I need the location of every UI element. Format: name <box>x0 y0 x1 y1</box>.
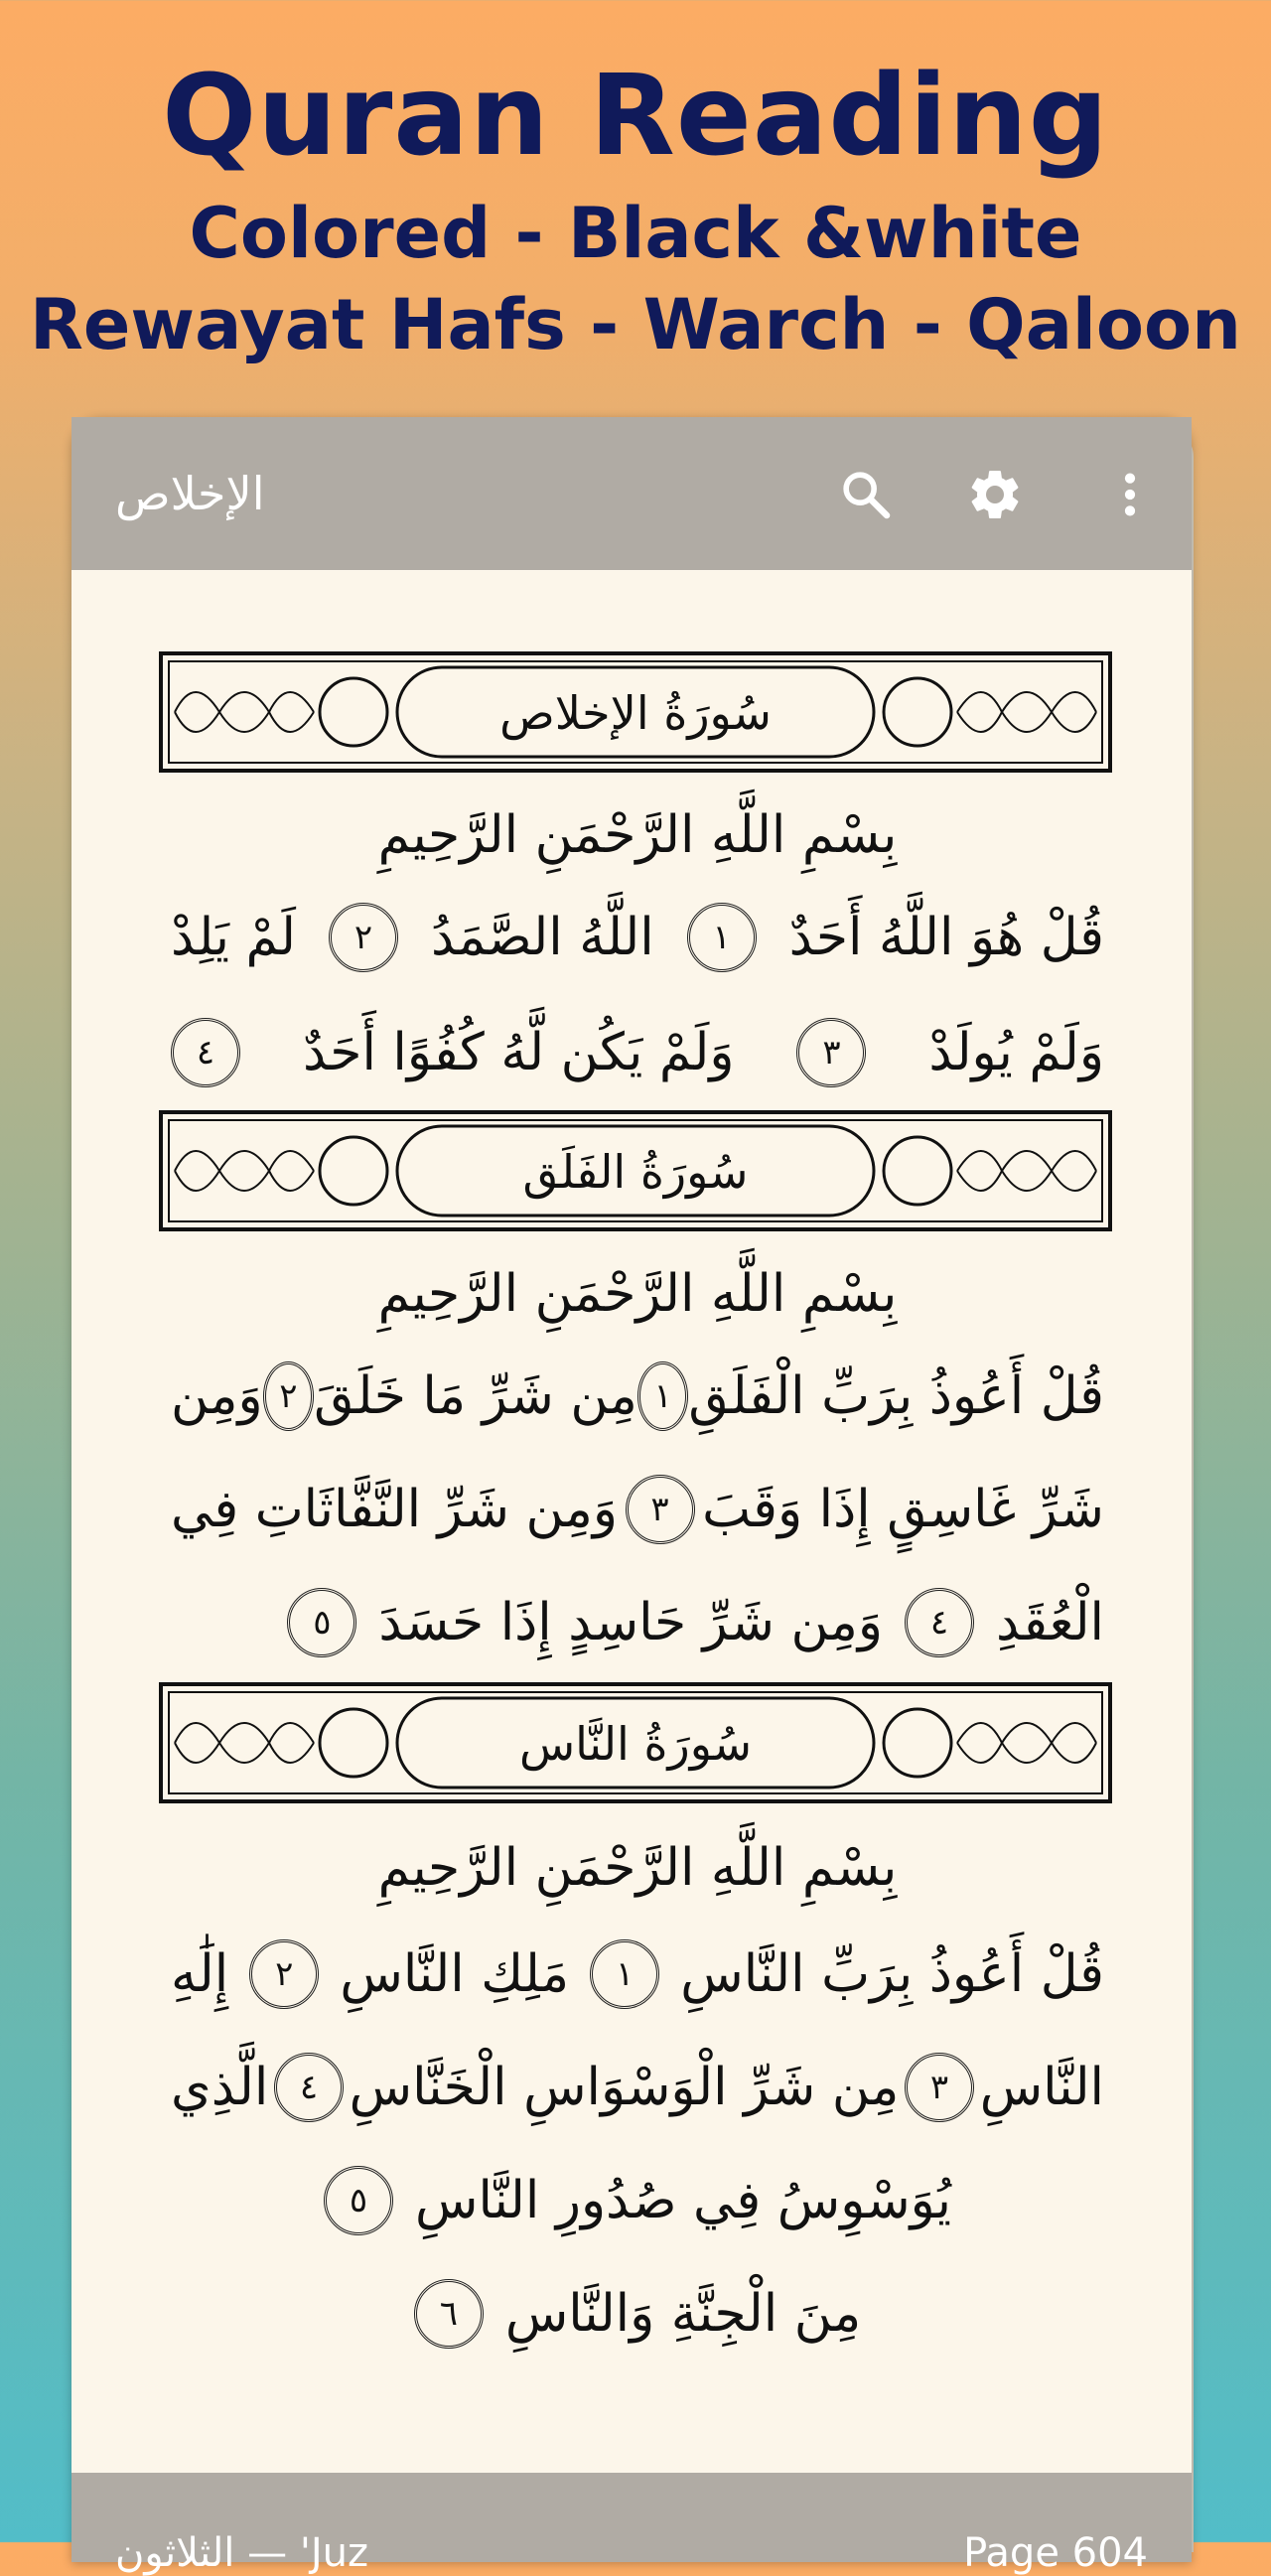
ayah-number-marker: ١ <box>637 1361 689 1431</box>
ayah-text: قُلْ أَعُوذُ بِرَبِّ النَّاسِ <box>680 1944 1104 2004</box>
ayah-line <box>171 1573 1104 1672</box>
mushaf-page[interactable] <box>71 570 1192 2473</box>
ayah-number-marker: ٢ <box>249 1939 319 2009</box>
ayah-text: الْعُقَدِ <box>996 1593 1104 1652</box>
basmala: بِسْمِ اللَّهِ الرَّحْمَنِ الرَّحِيمِ <box>377 1264 898 1324</box>
ayah-number-marker: ٥ <box>324 2166 393 2235</box>
ayah-text: إِلَٰهِ <box>171 1944 229 2004</box>
ayah-line <box>171 2151 1104 2250</box>
ayah-text: وَمِن شَرِّ حَاسِدٍ إِذَا حَسَدَ <box>378 1593 884 1652</box>
ayah-text: النَّاسِ <box>979 2058 1104 2117</box>
ayah-line <box>171 2038 1104 2137</box>
ayah-text: مِن شَرِّ الْوَسْوَاسِ الْخَنَّاسِ <box>349 2058 900 2117</box>
ayah-number-marker: ٢ <box>263 1361 315 1431</box>
ayah-line <box>171 1925 1104 2024</box>
ayah-line <box>171 888 1104 987</box>
basmala: بِسْمِ اللَّهِ الرَّحْمَنِ الرَّحِيمِ <box>377 805 898 865</box>
surah-title: الإخلاص <box>115 467 265 520</box>
surah-name: سُورَةُ الإخلاص <box>499 686 772 740</box>
ayah-number-marker: ٣ <box>905 2053 974 2122</box>
ayah-text: يُوَسْوِسُ فِي صُدُورِ النَّاسِ <box>415 2171 952 2230</box>
ayah-text: اللَّهُ الصَّمَدُ <box>430 908 654 967</box>
ayah-number-marker: ٣ <box>626 1475 695 1544</box>
surah-name: سُورَةُ النَّاس <box>518 1717 753 1771</box>
ayah-number-marker: ٢ <box>329 903 398 972</box>
ayah-line <box>171 1003 1104 1102</box>
more-vert-icon[interactable] <box>1094 459 1166 530</box>
ayah-text: قُلْ هُوَ اللَّهُ أَحَدٌ <box>788 908 1104 967</box>
ayah-number-marker: ٥ <box>287 1588 356 1657</box>
bottom-bar <box>71 2473 1192 2576</box>
gear-icon[interactable] <box>959 459 1031 530</box>
ayah-text: مِن شَرِّ مَا خَلَقَ <box>314 1366 637 1426</box>
ayah-text: وَمِن شَرِّ النَّفَّاثَاتِ فِي <box>171 1480 618 1539</box>
ayah-text: شَرِّ غَاسِقٍ إِذَا وَقَبَ <box>702 1480 1104 1539</box>
ayah-text: وَلَمْ يُولَدْ <box>928 1023 1104 1082</box>
promo-title: Quran Reading <box>162 52 1109 181</box>
juz-label: Juz' — الثلاثون <box>115 2530 368 2576</box>
basmala: بِسْمِ اللَّهِ الرَّحْمَنِ الرَّحِيمِ <box>377 1838 898 1898</box>
promo-subtitle-styles: Colored - Black &white <box>189 193 1082 274</box>
ayah-text: قُلْ أَعُوذُ بِرَبِّ الْفَلَقِ <box>688 1366 1104 1426</box>
ayah-number-marker: ١ <box>590 1939 659 2009</box>
ayah-number-marker: ٤ <box>905 1588 974 1657</box>
ayah-line <box>171 2264 1104 2363</box>
ayah-line <box>171 1347 1104 1446</box>
ayah-number-marker: ٤ <box>274 2053 344 2122</box>
promo-subtitle-rewayat: Rewayat Hafs - Warch - Qaloon <box>30 284 1241 365</box>
ayah-text: وَمِن <box>171 1366 263 1426</box>
surah-header-frame <box>159 1682 1112 1803</box>
app-bar <box>71 417 1192 570</box>
ayah-text: مَلِكِ النَّاسِ <box>340 1944 570 2004</box>
surah-header-frame <box>159 651 1112 773</box>
ayah-number-marker: ٤ <box>171 1018 240 1087</box>
ayah-number-marker: ١ <box>687 903 757 972</box>
surah-header-frame <box>159 1110 1112 1231</box>
ayah-text: لَمْ يَلِدْ <box>171 908 297 967</box>
search-icon[interactable] <box>830 459 902 530</box>
ayah-text: الَّذِي <box>171 2058 269 2117</box>
ayah-line <box>171 1460 1104 1559</box>
ayah-text: مِنَ الْجِنَّةِ وَالنَّاسِ <box>504 2284 862 2344</box>
phone-screen <box>71 417 1192 2576</box>
ayah-text: وَلَمْ يَكُن لَّهُ كُفُوًا أَحَدٌ <box>303 1023 735 1082</box>
surah-name: سُورَةُ الفَلَق <box>522 1145 749 1199</box>
ayah-number-marker: ٦ <box>414 2279 484 2349</box>
ayah-number-marker: ٣ <box>796 1018 866 1087</box>
page-number: Page 604 <box>963 2530 1148 2576</box>
